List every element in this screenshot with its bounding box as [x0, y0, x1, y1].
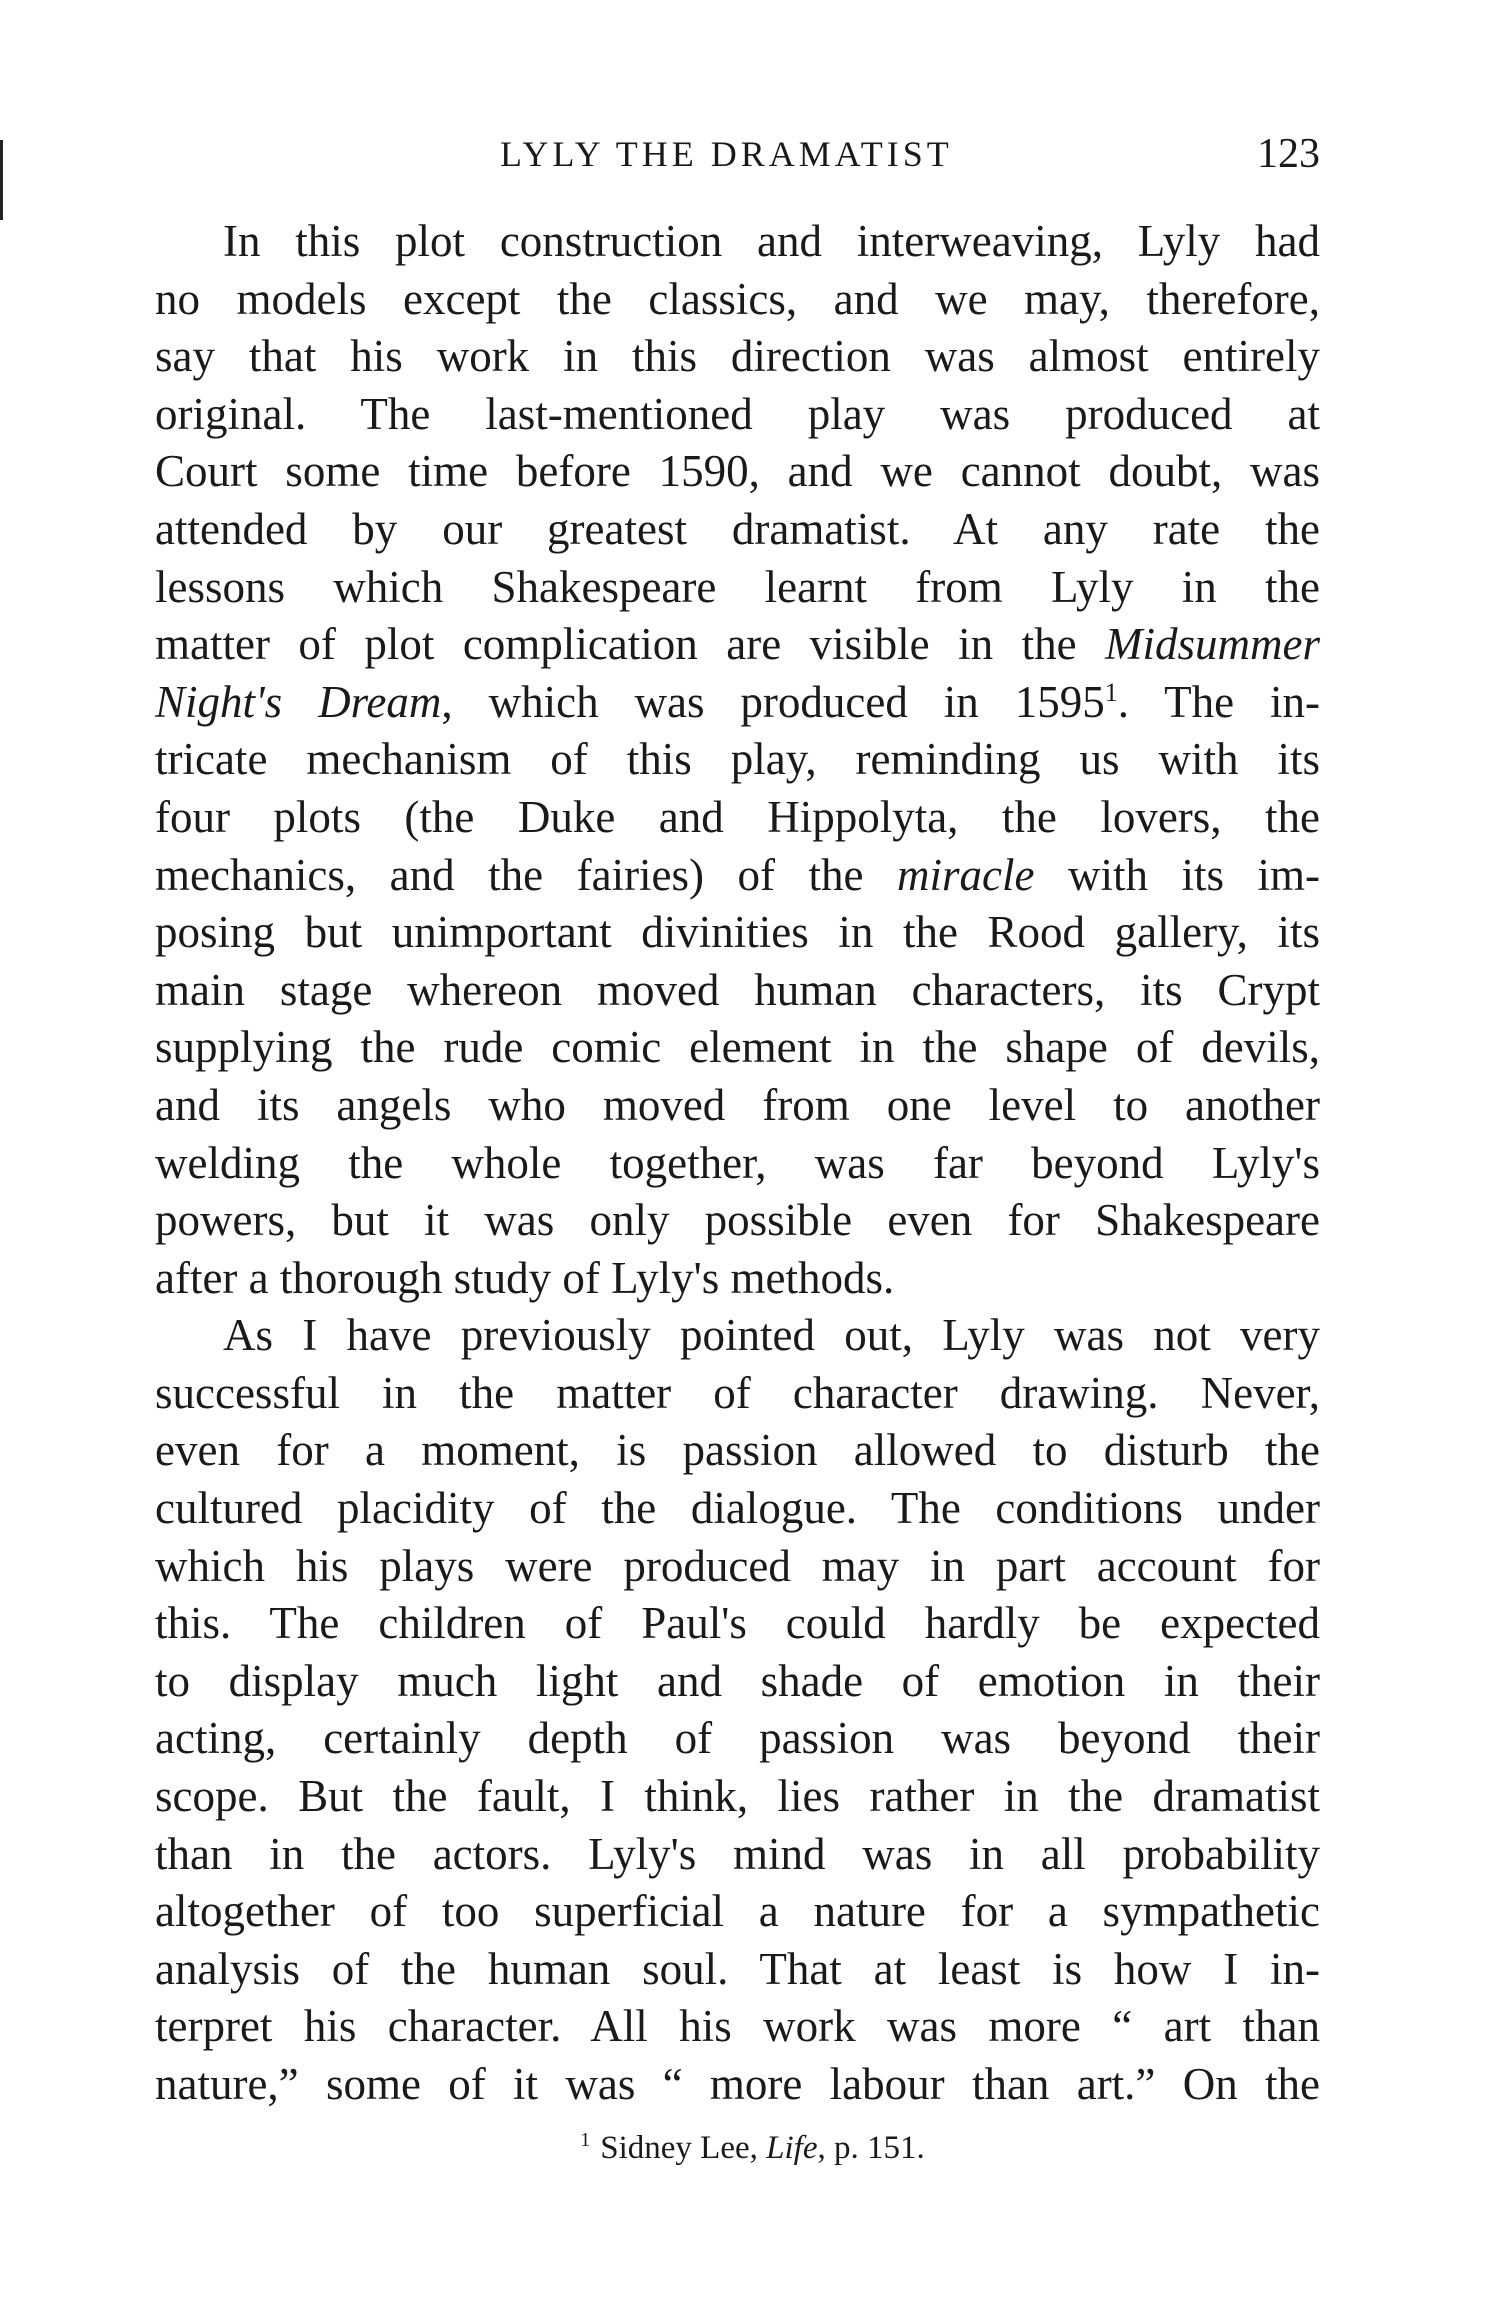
- text-line: [155, 904, 1320, 962]
- line-text: no models except the classics, and we may, therefore,: [155, 273, 1320, 324]
- text-line: [155, 2056, 1320, 2114]
- line-text: four plots (the Duke and Hippolyta, the lovers, the: [155, 791, 1320, 842]
- text-line: [155, 1422, 1320, 1480]
- text-line: [155, 1019, 1320, 1077]
- line-text: supplying the rude comic element in the shape of devils,: [155, 1022, 1320, 1073]
- line-text: altogether of too superficial a nature for a sympathetic: [155, 1886, 1320, 1937]
- line-text: nature,” some of it was “ more labour than art.” On the: [155, 2059, 1320, 2109]
- footnote-ref: 1: [1104, 677, 1118, 707]
- line-text: cultured placidity of the dialogue. The conditions under: [155, 1483, 1320, 1534]
- line-text: main stage whereon moved human characters, its Crypt: [155, 964, 1320, 1015]
- line-text: lessons which Shakespeare learnt from Lyly in the: [155, 561, 1320, 612]
- line-text: scope. But the fault, I think, lies rather in the dramatist: [155, 1771, 1320, 1822]
- text-line: [155, 1653, 1320, 1711]
- text-line: [155, 213, 1320, 271]
- text-line: [155, 1826, 1320, 1884]
- line-text-post2: . The in-: [1117, 676, 1320, 727]
- line-text: Court some time before 1590, and we cannot doubt, was: [155, 446, 1320, 497]
- line-text: tricate mechanism of this play, reminding us with its: [155, 734, 1320, 785]
- footnote-italic: Life: [766, 2130, 818, 2166]
- line-text: than in the actors. Lyly's mind was in all probability: [155, 1828, 1320, 1879]
- text-line: [155, 847, 1320, 905]
- text-line: [155, 731, 1320, 789]
- footnote: [0, 2124, 1505, 2172]
- text-line: [155, 1480, 1320, 1538]
- line-text: welding the whole together, was far beyond Lyly's: [155, 1137, 1320, 1188]
- line-text: powers, but it was only possible even for Shakespeare: [155, 1195, 1320, 1246]
- paragraph: [155, 1307, 1320, 2113]
- line-text-post: with its im-: [1034, 849, 1320, 900]
- line-text: terpret his character. All his work was more “ art than: [155, 2001, 1320, 2052]
- paragraph: [155, 213, 1320, 1307]
- running-head: [155, 124, 1320, 184]
- text-line: [155, 1250, 1320, 1308]
- body-text: [155, 213, 1320, 2114]
- line-text: As I have previously pointed out, Lyly was not very: [223, 1310, 1320, 1361]
- text-line: [155, 559, 1320, 617]
- text-line: [155, 328, 1320, 386]
- line-text: which his plays were produced may in part account for: [155, 1540, 1320, 1591]
- text-line: [155, 789, 1320, 847]
- line-text: acting, certainly depth of passion was beyond their: [155, 1713, 1320, 1764]
- line-text-pre: matter of plot complication are visible in the: [155, 619, 1106, 670]
- text-line: [155, 616, 1320, 674]
- text-line: [155, 1595, 1320, 1653]
- line-text: even for a moment, is passion allowed to disturb the: [155, 1425, 1320, 1476]
- line-text: attended by our greatest dramatist. At any rate the: [155, 503, 1320, 554]
- text-line: [155, 1135, 1320, 1193]
- text-line: [155, 1365, 1320, 1423]
- line-text-post: , which was produced in 1595: [441, 676, 1105, 727]
- line-text: posing but unimportant divinities in the Rood gallery, its: [155, 907, 1320, 958]
- text-line: [155, 1538, 1320, 1596]
- line-italic: Midsummer: [1105, 619, 1320, 670]
- text-line: [155, 443, 1320, 501]
- text-line: [155, 1998, 1320, 2056]
- text-line: [155, 962, 1320, 1020]
- text-line: [155, 501, 1320, 559]
- text-line: [155, 1883, 1320, 1941]
- line-text: In this plot construction and interweaving, Lyly had: [223, 216, 1320, 266]
- line-text-pre: mechanics, and the fairies) of the: [155, 849, 897, 900]
- scan-edge-mark: [0, 140, 3, 220]
- footnote-text-pre: Sidney Lee,: [600, 2130, 767, 2166]
- line-text: this. The children of Paul's could hardly be expected: [155, 1598, 1320, 1649]
- text-line: [155, 1710, 1320, 1768]
- line-text: analysis of the human soul. That at least is how I in-: [155, 1943, 1320, 1994]
- text-line: [155, 1307, 1320, 1365]
- line-text: to display much light and shade of emotion in their: [155, 1655, 1320, 1706]
- line-text: original. The last-mentioned play was produced at: [155, 388, 1320, 439]
- text-line: [155, 1768, 1320, 1826]
- line-italic: miracle: [897, 849, 1035, 900]
- page-number: 123: [1257, 131, 1320, 177]
- line-italic: Night's Dream: [155, 676, 442, 727]
- line-text: successful in the matter of character drawing. Never,: [155, 1367, 1320, 1418]
- text-line: [155, 1077, 1320, 1135]
- text-line: [155, 386, 1320, 444]
- text-line: [155, 1192, 1320, 1250]
- text-line: [155, 271, 1320, 329]
- running-title: LYLY THE DRAMATIST: [500, 134, 953, 174]
- line-text: after a thorough study of Lyly's methods.: [155, 1252, 895, 1303]
- footnote-marker: 1: [580, 2129, 591, 2151]
- text-line: [155, 674, 1320, 732]
- line-text: and its angels who moved from one level to another: [155, 1079, 1320, 1130]
- line-text: say that his work in this direction was almost entirely: [155, 331, 1320, 382]
- footnote-text-post: , p. 151.: [817, 2130, 925, 2166]
- text-line: [155, 1941, 1320, 1999]
